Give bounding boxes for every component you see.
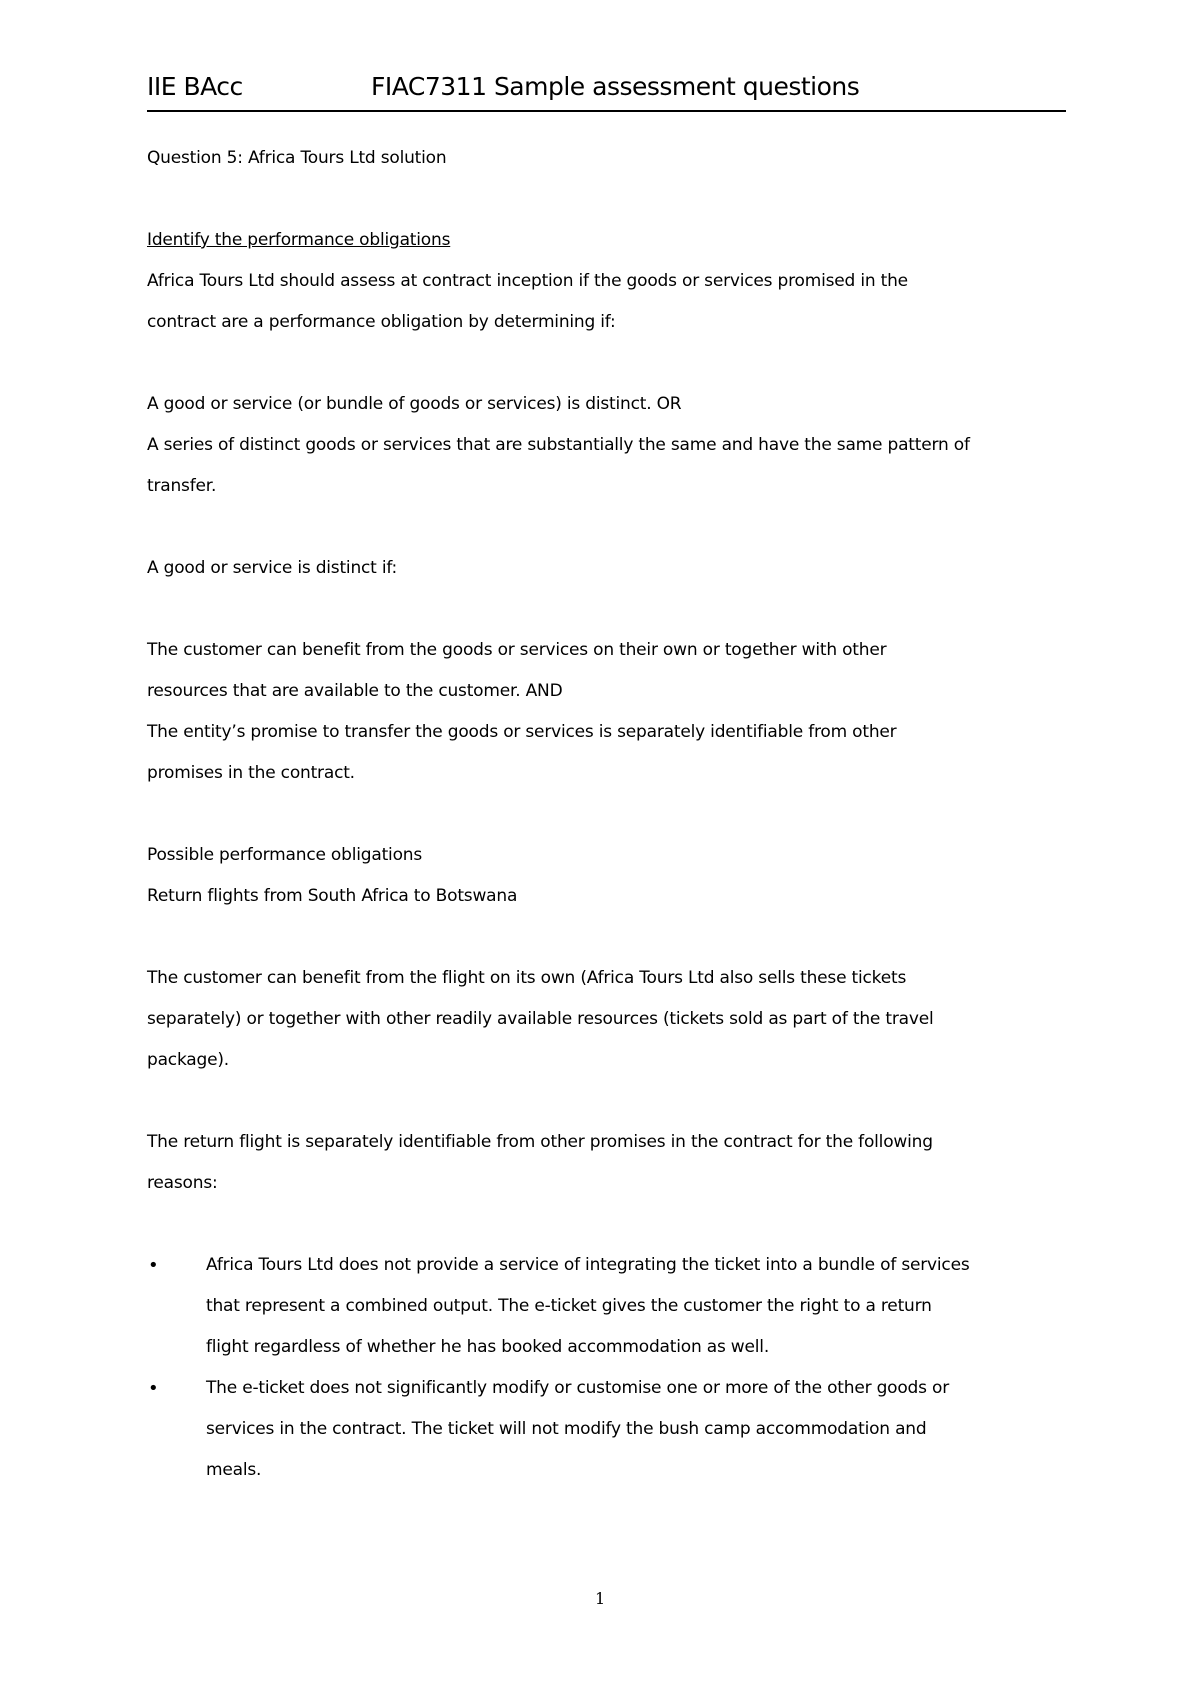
paragraph-line: Africa Tours Ltd should assess at contract inception if the goods or services promised in the	[147, 271, 908, 291]
bullet-line: The e-ticket does not significantly modify or customise one or more of the other goods or	[206, 1378, 950, 1398]
question-title: Question 5: Africa Tours Ltd solution	[147, 148, 447, 168]
paragraph-line: The customer can benefit from the goods or services on their own or together with other	[147, 640, 887, 660]
paragraph-line: contract are a performance obligation by determining if:	[147, 312, 616, 332]
paragraph-line: The entity’s promise to transfer the goods or services is separately identifiable from other	[147, 722, 897, 742]
page-header	[147, 72, 1066, 112]
header-course: IIE BAcc	[147, 72, 243, 101]
bullet-icon: •	[148, 1378, 159, 1399]
paragraph-line: reasons:	[147, 1173, 218, 1193]
bullet-line: flight regardless of whether he has booked accommodation as well.	[206, 1337, 770, 1357]
bullet-line: meals.	[206, 1460, 262, 1480]
paragraph-line: A good or service is distinct if:	[147, 558, 398, 578]
paragraph-line: A good or service (or bundle of goods or services) is distinct. OR	[147, 394, 682, 414]
bullet-line: that represent a combined output. The e-ticket gives the customer the right to a return	[206, 1296, 932, 1316]
bullet-icon: •	[148, 1255, 159, 1276]
return-flights-heading: Return flights from South Africa to Botswana	[147, 886, 518, 906]
page-number: 1	[595, 1589, 606, 1608]
paragraph-line: transfer.	[147, 476, 217, 496]
bullet-line: services in the contract. The ticket will not modify the bush camp accommodation and	[206, 1419, 927, 1439]
paragraph-line: The return flight is separately identifiable from other promises in the contract for the following	[147, 1132, 933, 1152]
paragraph-line: resources that are available to the customer. AND	[147, 681, 563, 701]
paragraph-line: The customer can benefit from the flight on its own (Africa Tours Ltd also sells these tickets	[147, 968, 907, 988]
paragraph-line: promises in the contract.	[147, 763, 355, 783]
section-heading: Identify the performance obligations	[147, 230, 451, 250]
paragraph-line: A series of distinct goods or services that are substantially the same and have the same pattern of	[147, 435, 970, 455]
bullet-line: Africa Tours Ltd does not provide a service of integrating the ticket into a bundle of services	[206, 1255, 970, 1275]
header-title: FIAC7311 Sample assessment questions	[371, 72, 860, 101]
possible-obligations-heading: Possible performance obligations	[147, 845, 423, 865]
paragraph-line: package).	[147, 1050, 230, 1070]
paragraph-line: separately) or together with other readily available resources (tickets sold as part of the travel	[147, 1009, 934, 1029]
